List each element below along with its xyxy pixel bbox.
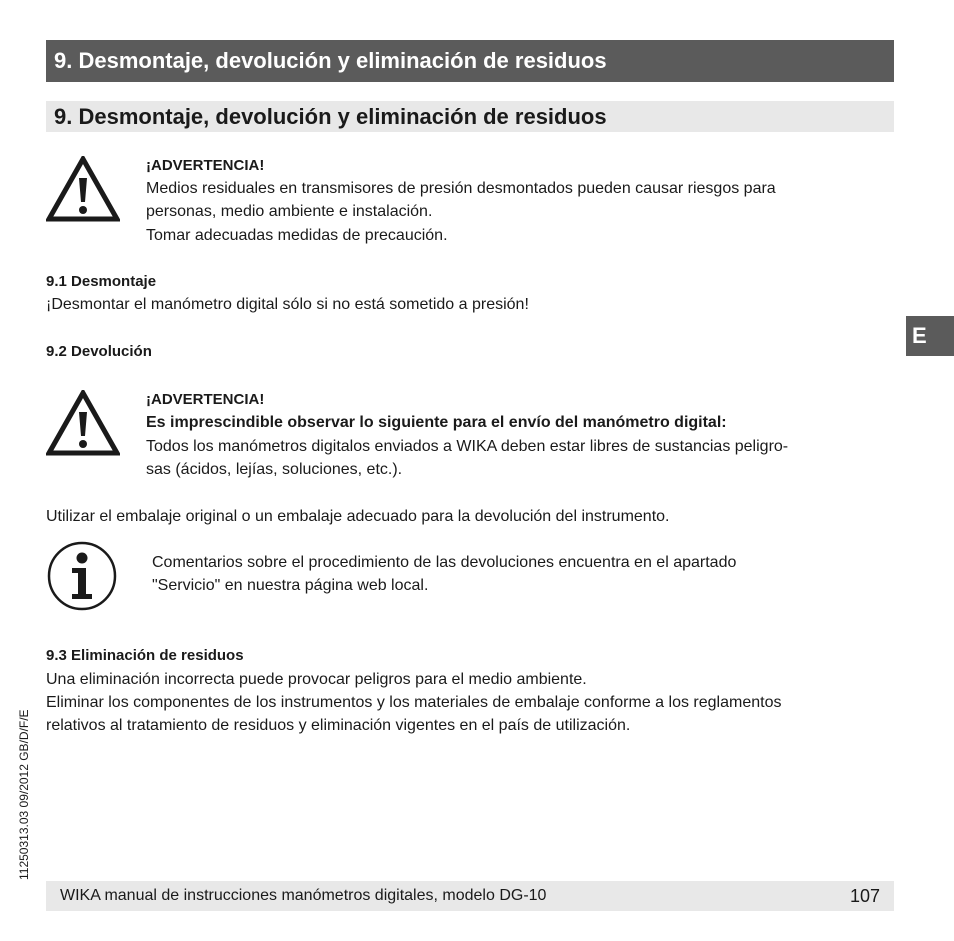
- paragraph: Utilizar el embalaje original o un embalaje adecuado para la devolución del instrumento.: [46, 508, 670, 525]
- footer-text: WIKA manual de instrucciones manómetros digitales, modelo DG-10: [60, 887, 547, 904]
- info-line: Comentarios sobre el procedimiento de las devoluciones encuentra en el apartado: [152, 554, 737, 571]
- paragraph: ¡Desmontar el manómetro digital sólo si no está sometido a presión!: [46, 296, 529, 313]
- section-subtitle-bar: 9. Desmontaje, devolución y eliminación de residuos: [46, 101, 894, 132]
- page-footer: [46, 881, 894, 911]
- warning-triangle-icon: [46, 390, 120, 456]
- warning-triangle-icon: [46, 156, 120, 222]
- paragraph-line: Una eliminación incorrecta puede provocar peligros para el medio ambiente.: [46, 671, 587, 688]
- info-line: "Servicio" en nuestra página web local.: [152, 577, 429, 594]
- section-title-bar: 9. Desmontaje, devolución y eliminación de residuos: [46, 40, 894, 82]
- language-tab: E: [906, 316, 954, 356]
- warning-line: sas (ácidos, lejías, soluciones, etc.).: [146, 461, 403, 478]
- subsection-heading-9-1: 9.1 Desmontaje: [46, 273, 157, 290]
- document-code: 11250313.03 09/2012 GB/D/F/E: [17, 709, 31, 880]
- paragraph-line: relativos al tratamiento de residuos y eliminación vigentes en el país de utilización.: [46, 717, 631, 734]
- info-icon: [46, 540, 118, 612]
- warning-line: Medios residuales en transmisores de presión desmontados pueden causar riesgos para: [146, 180, 776, 197]
- subsection-heading-9-2: 9.2 Devolución: [46, 343, 152, 360]
- warning-line: Tomar adecuadas medidas de precaución.: [146, 227, 448, 244]
- warning-line: Todos los manómetros digitalos enviados a WIKA deben estar libres de sustancias peligro-: [146, 438, 789, 455]
- subsection-heading-9-3: 9.3 Eliminación de residuos: [46, 647, 244, 664]
- warning-bold-line: Es imprescindible observar lo siguiente para el envío del manómetro digital:: [146, 414, 727, 431]
- warning-heading: ¡ADVERTENCIA!: [146, 391, 265, 408]
- paragraph-line: Eliminar los componentes de los instrumentos y los materiales de embalaje conforme a los reglamentos: [46, 694, 782, 711]
- warning-heading: ¡ADVERTENCIA!: [146, 157, 265, 174]
- warning-line: personas, medio ambiente e instalación.: [146, 203, 433, 220]
- page-number: 107: [849, 886, 880, 906]
